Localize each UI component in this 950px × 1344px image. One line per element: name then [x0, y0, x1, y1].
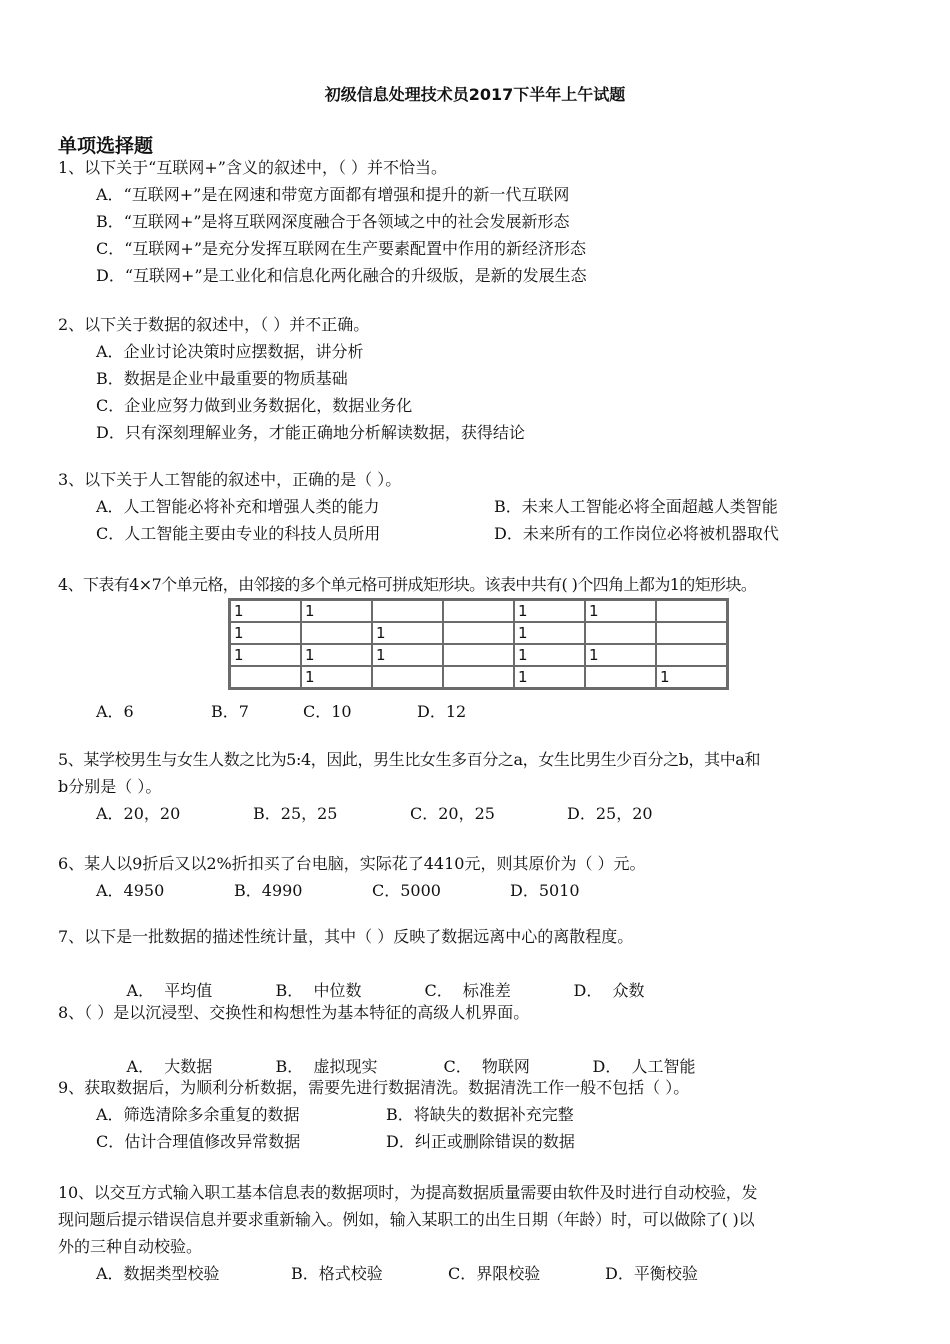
- table-cell: 1: [656, 666, 728, 689]
- option-c: C．人工智能主要由专业的科技人员所用: [96, 524, 381, 543]
- table-cell: 1: [372, 622, 443, 644]
- option-b: B．将缺失的数据补充完整: [386, 1105, 574, 1124]
- option-b: B．数据是企业中最重要的物质基础: [96, 369, 348, 388]
- option-c: C．界限校验: [448, 1264, 541, 1283]
- table-row: [230, 600, 728, 623]
- option-a: A．人工智能必将补充和增强人类的能力: [96, 497, 380, 516]
- option-c: C．估计合理值修改异常数据: [96, 1132, 301, 1151]
- table-row: [230, 644, 728, 666]
- table-cell: 1: [372, 644, 443, 666]
- option-a: A．“互联网+”是在网速和带宽方面都有增强和提升的新一代互联网: [96, 185, 570, 204]
- question-stem: 7、以下是一批数据的描述性统计量，其中（ ）反映了数据远离中心的离散程度。: [58, 927, 634, 946]
- option-a: A． 大数据: [126, 1057, 213, 1076]
- table-cell: 1: [301, 600, 372, 623]
- question-stem: 1、以下关于“互联网+”含义的叙述中，（ ）并不恰当。: [58, 158, 448, 177]
- table-cell: [656, 622, 728, 644]
- table-cell: 1: [230, 622, 302, 644]
- option-row: [58, 493, 898, 520]
- table-cell: [656, 600, 728, 623]
- question-stem-line-3: 外的三种自动校验。: [58, 1237, 203, 1256]
- option-c: C． 物联网: [443, 1057, 530, 1076]
- option-d: D．5010: [510, 881, 580, 900]
- option-d: D． 众数: [573, 981, 645, 1000]
- option-b: B． 中位数: [275, 981, 362, 1000]
- grid-table: [228, 598, 729, 690]
- table-cell: 1: [514, 622, 585, 644]
- table-cell: [656, 644, 728, 666]
- table-cell: [230, 666, 302, 689]
- option-a: A．6: [96, 702, 134, 721]
- table-cell: 1: [514, 666, 585, 689]
- table-cell: 1: [585, 600, 656, 623]
- option-b: B．7: [211, 702, 249, 721]
- table-cell: 1: [230, 600, 302, 623]
- question-stem-line-2: 现问题后提示错误信息并要求重新输入。例如，输入某职工的出生日期（年龄）时，可以做除了( )以: [58, 1210, 755, 1229]
- option-a: A．4950: [96, 881, 165, 900]
- option-a: A．企业讨论决策时应摆数据，讲分析: [96, 342, 364, 361]
- option-b: B．未来人工智能必将全面超越人类智能: [494, 497, 778, 516]
- table-cell: 1: [301, 644, 372, 666]
- table-cell: [372, 666, 443, 689]
- table-cell: 1: [585, 644, 656, 666]
- table-cell: [301, 622, 372, 644]
- option-b: B．25，25: [253, 804, 338, 823]
- table-cell: [585, 622, 656, 644]
- option-c: C．5000: [372, 881, 441, 900]
- question-4: [58, 571, 898, 598]
- option-d: D．25，20: [567, 804, 653, 823]
- question-stem: 6、某人以9折后又以2%折扣买了台电脑，实际花了4410元，则其原价为（ ）元。: [58, 854, 646, 873]
- table-cell: [372, 600, 443, 623]
- question-stem: 4、下表有4×7个单元格，由邻接的多个单元格可拼成矩形块。该表中共有( )个四角上都为1的矩形块。: [58, 575, 757, 594]
- option-d: D．“互联网+”是工业化和信息化两化融合的升级版，是新的发展生态: [96, 266, 587, 285]
- option-c: C． 标准差: [424, 981, 511, 1000]
- option-d: D． 人工智能: [592, 1057, 696, 1076]
- option-d: D．平衡校验: [605, 1264, 698, 1283]
- question-1: [58, 154, 898, 289]
- table-cell: 1: [514, 600, 585, 623]
- question-stem: 8、（ ）是以沉浸型、交换性和构想性为基本特征的高级人机界面。: [58, 1003, 530, 1022]
- table-cell: [443, 666, 514, 689]
- option-c: C．企业应努力做到业务数据化，数据业务化: [96, 396, 413, 415]
- question-3: [58, 466, 898, 547]
- option-c: C．10: [303, 702, 352, 721]
- section-heading: 单项选择题: [58, 135, 154, 157]
- table-cell: [585, 666, 656, 689]
- option-b: B．格式校验: [291, 1264, 383, 1283]
- question-4-options: [58, 698, 898, 725]
- question-5: [58, 746, 898, 827]
- question-stem: 2、以下关于数据的叙述中，（ ）并不正确。: [58, 315, 370, 334]
- table-row: [230, 666, 728, 689]
- table-cell: [443, 644, 514, 666]
- question-stem-line-1: 10、以交互方式输入职工基本信息表的数据项时，为提高数据质量需要由软件及时进行自动校验，发: [58, 1183, 758, 1202]
- option-a: A．数据类型校验: [96, 1264, 220, 1283]
- table-cell: [443, 622, 514, 644]
- table-row: [230, 622, 728, 644]
- option-a: A．筛选清除多余重复的数据: [96, 1105, 300, 1124]
- option-d: D．只有深刻理解业务，才能正确地分析解读数据，获得结论: [96, 423, 525, 442]
- question-6: [58, 850, 898, 904]
- option-d: D．未来所有的工作岗位必将被机器取代: [494, 524, 779, 543]
- page-title: 初级信息处理技术员2017下半年上午试题: [324, 85, 626, 104]
- question-stem-line-1: 5、某学校男生与女生人数之比为5:4，因此，男生比女生多百分之a，女生比男生少百分之b，其中a和: [58, 750, 761, 769]
- table-cell: 1: [514, 644, 585, 666]
- question-stem: 9、获取数据后，为顺利分析数据，需要先进行数据清洗。数据清洗工作一般不包括（ ）。: [58, 1078, 690, 1097]
- question-stem-line-2: b分别是（ ）。: [58, 777, 162, 796]
- question-9: [58, 1074, 898, 1155]
- option-b: B．“互联网+”是将互联网深度融合于各领域之中的社会发展新形态: [96, 212, 570, 231]
- option-row: [58, 520, 898, 547]
- question-stem: 3、以下关于人工智能的叙述中，正确的是（ ）。: [58, 470, 402, 489]
- option-b: B． 虚拟现实: [275, 1057, 378, 1076]
- option-c: C．20，25: [410, 804, 495, 823]
- table-cell: 1: [230, 644, 302, 666]
- table-cell: 1: [301, 666, 372, 689]
- option-d: D．纠正或删除错误的数据: [386, 1132, 575, 1151]
- question-2: [58, 311, 898, 446]
- option-d: D．12: [417, 702, 467, 721]
- option-a: A． 平均值: [126, 981, 213, 1000]
- option-b: B．4990: [234, 881, 303, 900]
- question-10: [58, 1179, 898, 1287]
- option-a: A．20，20: [96, 804, 181, 823]
- option-c: C．“互联网+”是充分发挥互联网在生产要素配置中作用的新经济形态: [96, 239, 587, 258]
- table-cell: [443, 600, 514, 623]
